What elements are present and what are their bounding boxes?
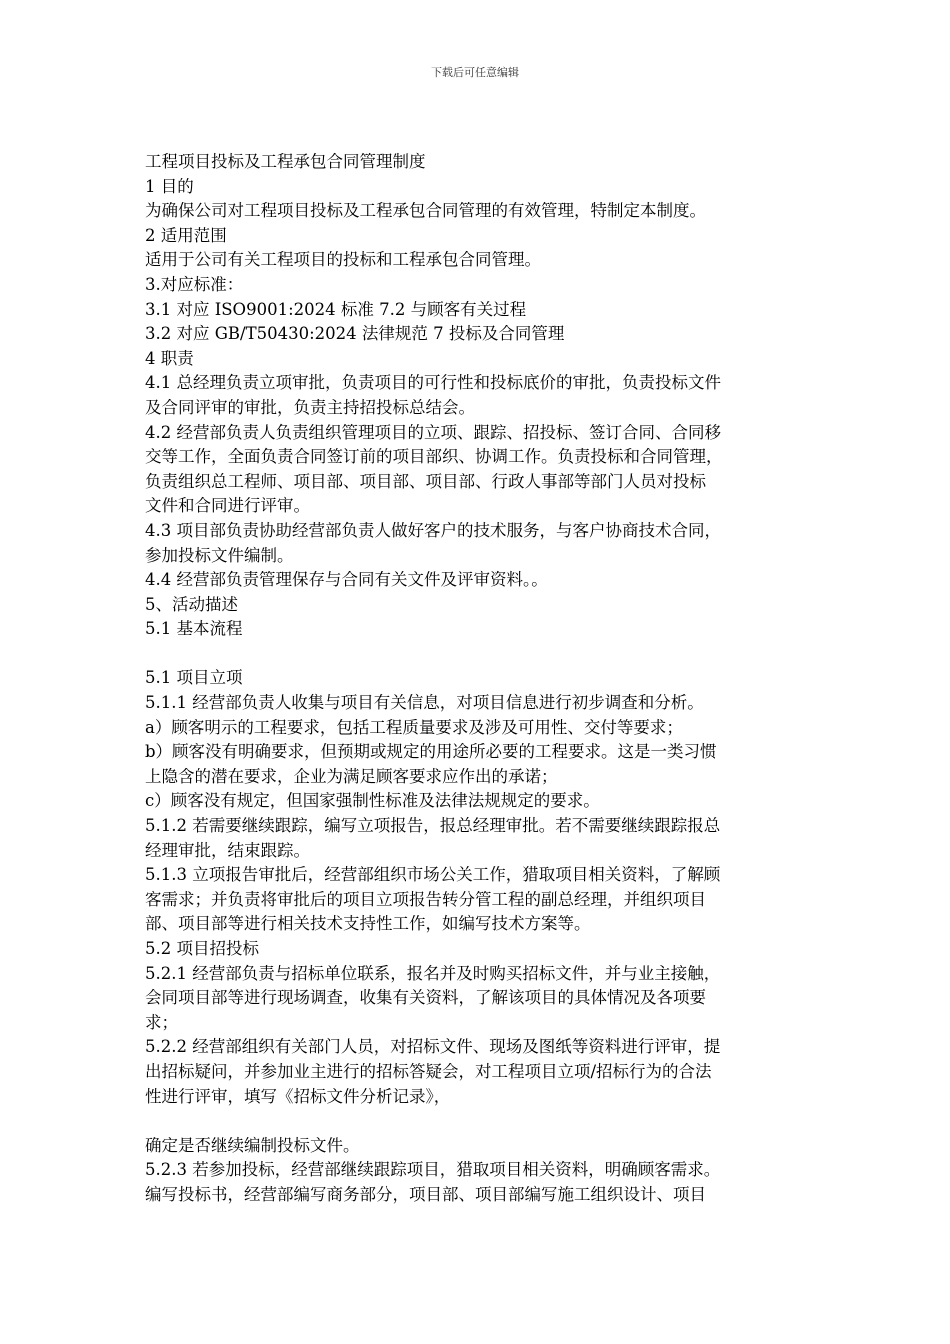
text-line: c）顾客没有规定，但国家强制性标准及法律法规规定的要求。 [145,791,600,811]
text-line: 4.2 经营部负责人负责组织管理项目的立项、跟踪、招投标、签订合同、合同移 [145,422,721,442]
text-line: 文件和合同进行评审。 [145,496,310,516]
text-line: 5.2 项目招投标 [145,939,259,958]
text-line: 编写投标书，经营部编写商务部分，项目部、项目部编写施工组织设计、项目 [145,1184,706,1204]
page-header-note: 下载后可任意编辑 [431,66,519,79]
text-line: 2 适用范围 [145,225,227,245]
text-line: 3.2 对应 GB/T50430:2024 法律规范 7 投标及合同管理 [145,324,565,344]
text-line: 4 职责 [145,348,194,368]
document-title: 工程项目投标及工程承包合同管理制度 [145,152,426,171]
text-line: 3.对应标准： [145,274,244,294]
text-line: 经理审批，结束跟踪。 [145,840,310,860]
text-line: 5.2.1 经营部负责与招标单位联系，报名并及时购买招标文件，并与业主接触， [145,963,721,983]
text-line: 5.1 基本流程 [145,619,243,639]
text-line: 为确保公司对工程项目投标及工程承包合同管理的有效管理，特制定本制度。 [145,201,706,221]
text-line: 3.1 对应 ISO9001:2024 标准 7.2 与顾客有关过程 [145,299,527,319]
text-line: 5.1.1 经营部负责人收集与项目有关信息，对项目信息进行初步调查和分析。 [145,693,704,713]
text-line: 求； [145,1012,178,1032]
text-line: 5、活动描述 [145,594,238,614]
text-line: 4.3 项目部负责协助经营部负责人做好客户的技术服务，与客户协商技术合同， [145,520,721,540]
text-line: 4.4 经营部负责管理保存与合同有关文件及评审资料。。 [145,570,548,590]
text-line: 5.1 项目立项 [145,668,243,688]
document-body [145,150,815,1208]
text-line: 出招标疑问，并参加业主进行的招标答疑会，对工程项目立项/招标行为的合法 [145,1061,712,1081]
text-line: 交等工作，全面负责合同签订前的项目部织、协调工作。负责投标和合同管理， [145,447,723,467]
text-line: 负责组织总工程师、项目部、项目部、项目部、行政人事部等部门人员对投标 [145,471,706,491]
text-line: 4.1 总经理负责立项审批，负责项目的可行性和投标底价的审批，负责投标文件 [145,373,721,393]
text-line: 5.1.2 若需要继续跟踪，编写立项报告，报总经理审批。若不需要继续跟踪报总 [145,816,721,836]
text-line: a）顾客明示的工程要求，包括工程质量要求及涉及可用性、交付等要求； [145,717,683,737]
text-line: 性进行评审，填写《招标文件分析记录》， [145,1086,451,1106]
text-line: 上隐含的潜在要求，企业为满足顾客要求应作出的承诺； [145,766,558,786]
text-line: 确定是否继续编制投标文件。 [145,1135,360,1155]
text-line: b）顾客没有明确要求，但预期或规定的用途所必要的工程要求。这是一类习惯 [145,742,717,762]
blank-line [145,1109,815,1134]
blank-line [145,642,815,667]
text-line: 5.2.3 若参加投标，经营部继续跟踪项目，猎取项目相关资料，明确顾客需求。 [145,1160,721,1180]
text-line: 5.1.3 立项报告审批后，经营部组织市场公关工作，猎取项目相关资料，了解顾 [145,865,721,885]
text-line: 1 目的 [145,176,194,196]
text-line: 及合同评审的审批，负责主持招投标总结会。 [145,397,475,417]
text-line: 适用于公司有关工程项目的投标和工程承包合同管理。 [145,250,541,270]
text-line: 部、项目部等进行相关技术支持性工作，如编写技术方案等。 [145,914,591,934]
text-line: 会同项目部等进行现场调查，收集有关资料，了解该项目的具体情况及各项要 [145,988,706,1008]
text-line: 参加投标文件编制。 [145,545,294,565]
text-line: 5.2.2 经营部组织有关部门人员，对招标文件、现场及图纸等资料进行评审，提 [145,1037,721,1057]
text-line: 客需求；并负责将审批后的项目立项报告转分管工程的副总经理，并组织项目 [145,889,706,909]
